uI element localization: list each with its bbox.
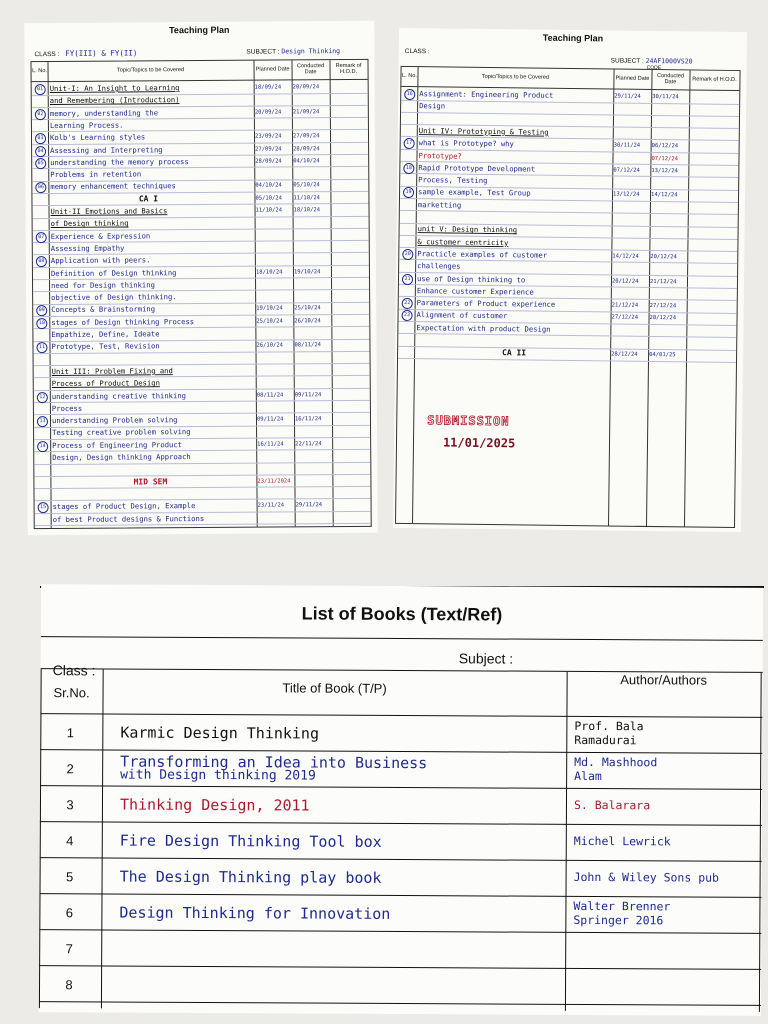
books-title: List of Books (Text/Ref) (301, 603, 503, 625)
book-sr-no: 8 (65, 977, 73, 993)
topic-entry: marketting (417, 199, 462, 210)
lecture-number: 23 (401, 310, 412, 321)
col-header-srno: Sr.No. (53, 685, 90, 701)
lecture-number: 04 (35, 146, 46, 157)
column-divider (759, 673, 762, 1012)
topic-entry: stages of Design thinking Process (51, 316, 195, 327)
book-author-line2: Springer 2016 (573, 912, 664, 928)
topic-entry: Empathize, Define, Ideate (51, 329, 160, 340)
planned-date: 04/10/24 (255, 182, 282, 190)
planned-date: 14/12/24 (612, 253, 639, 260)
book-title: Fire Design Thinking Tool box (119, 831, 382, 851)
lecture-number: 06 (35, 182, 46, 193)
planned-date: 07/12/24 (613, 167, 640, 174)
submission-date: 11/01/2025 (442, 435, 516, 451)
book-author: Md. Mashhood (574, 754, 658, 770)
conducted-date: 06/12/24 (651, 143, 679, 150)
topic-entry: Experience & Expression (50, 230, 151, 241)
topic-entry: Assessing and Interpreting (50, 144, 163, 155)
topic-entry: objective of Design thinking. (51, 292, 177, 303)
topic-entry: understanding creative thinking (51, 390, 187, 401)
lecture-number: 07 (36, 232, 47, 243)
row-divider (40, 713, 762, 718)
planned-date: 23/09/24 (254, 133, 282, 140)
topic-entry: Assignment: Engineering Product (419, 89, 554, 100)
topic-entry: Concepts & Brainstorming (51, 304, 156, 315)
class-label: CLASS : (404, 47, 430, 56)
subject-label: Subject : (458, 650, 514, 667)
col-header-remark: Remark of H.O.D. (329, 60, 367, 80)
topic-entry: challenges (417, 261, 461, 271)
planned-date: 27/09/24 (255, 145, 282, 153)
planned-date: 27/12/24 (611, 314, 639, 322)
topic-entry: Alignment of customer (416, 310, 508, 321)
lecture-number: 22 (402, 298, 413, 309)
conducted-date: 21/09/24 (292, 108, 320, 115)
topic-entry: Practicle examples of customer (417, 249, 548, 260)
lecture-number: 10 (36, 318, 47, 329)
conducted-date: 09/11/24 (294, 391, 322, 398)
topic-entry: Rapid Prototype Development (418, 162, 536, 174)
row-divider (39, 965, 761, 970)
topic-entry: Kolb's Learning styles (49, 132, 146, 143)
ruled-line (34, 474, 370, 477)
mid-sem-marker: MID SEM (133, 476, 168, 487)
lecture-number: 01 (35, 84, 46, 95)
lecture-number: 05 (35, 158, 46, 169)
book-sr-no: 2 (66, 761, 74, 777)
col-header-author: Author/Authors (620, 672, 708, 688)
lecture-number: 19 (403, 187, 414, 198)
teaching-plan-page-right (393, 28, 747, 532)
lecture-number: 11 (36, 342, 47, 353)
conducted-date: 04/01/25 (649, 352, 676, 359)
conducted-date: 14/12/24 (651, 192, 678, 199)
col-header-planned: Planned Date (613, 70, 651, 90)
conducted-date: 20/09/24 (292, 84, 320, 91)
topic-entry: Enhance customer Experience (416, 285, 534, 297)
planned-date: 20/12/24 (611, 278, 639, 285)
topic-entry: use of Design thinking to (416, 273, 526, 284)
conducted-date: 20/12/24 (650, 253, 677, 261)
topic-entry: Process of Engineering Product (52, 439, 183, 450)
topic-entry: & customer centricity (417, 236, 509, 247)
topic-entry: Definition of Design thinking (50, 267, 177, 278)
planned-date: 26/10/24 (256, 342, 283, 349)
subject-value: Design Thinking (281, 47, 341, 56)
page-title: Teaching Plan (542, 32, 604, 44)
planned-date: 09/11/24 (256, 416, 284, 423)
planned-date: 29/11/24 (614, 93, 641, 100)
topic-entry: what is Prototype? why (418, 138, 514, 149)
book-sr-no: 1 (66, 725, 74, 741)
class-label: CLASS : (34, 50, 60, 59)
conducted-date: 29/11/24 (295, 502, 323, 509)
conducted-date: 28/09/24 (293, 145, 320, 152)
page-title: Teaching Plan (169, 24, 230, 36)
conducted-date: 25/10/24 (294, 305, 321, 312)
topic-entry: Prototype? (418, 150, 462, 161)
subject-value: 24AF1000VS20 (645, 56, 693, 66)
ca-marker: CA I (138, 193, 159, 204)
row-divider (40, 857, 762, 862)
conducted-date: 26/10/24 (294, 317, 321, 325)
conducted-date: 16/11/24 (294, 416, 322, 423)
planned-date: 11/10/24 (255, 207, 283, 214)
planned-date: 28/09/24 (255, 158, 282, 165)
topic-entry: Expectation with product Design (416, 322, 551, 334)
topic-entry: Problems in retention (50, 169, 142, 180)
class-field (405, 48, 430, 55)
topic-entry: and Remembering (Introduction) (49, 95, 180, 106)
conducted-date: 11/10/24 (293, 194, 320, 202)
conducted-date: 27/09/24 (292, 133, 320, 140)
col-header-title: Title of Book (T/P) (282, 680, 387, 696)
conducted-date: 05/10/24 (293, 182, 320, 189)
lecture-number: 08 (36, 256, 47, 267)
book-title: Thinking Design, 2011 (119, 795, 310, 815)
topic-entry: Testing creative problem solving (52, 427, 191, 438)
topic-entry: Learning Process. (49, 120, 124, 130)
row-divider (40, 785, 762, 790)
conducted-date: 21/12/24 (649, 278, 677, 285)
row-divider (39, 929, 761, 934)
row-divider (39, 1001, 761, 1006)
topic-entry: Unit III: Problem Fixing and (51, 366, 173, 376)
col-header-no: L. No. (31, 62, 47, 82)
book-author: Michel Lewrick (573, 833, 671, 849)
lecture-number: 13 (37, 416, 48, 427)
topic-entry: unit V: Design thinking (417, 224, 518, 235)
lecture-number: 21 (402, 273, 413, 284)
planned-date: 13/12/24 (613, 191, 640, 199)
column-divider (565, 672, 568, 1011)
row-divider (40, 893, 762, 898)
topic-entry: need for Design thinking (51, 280, 155, 290)
col-header-remark: Remark of H.O.D. (689, 70, 739, 91)
class-value: FY(III) & FY(II) (65, 48, 138, 58)
teaching-plan-table (30, 59, 371, 529)
ruled-line (34, 486, 370, 489)
conducted-date: 04/10/24 (293, 157, 320, 165)
topic-entry: Assessing Empathy (50, 243, 125, 253)
book-title-line2: with Design thinking 2019 (120, 767, 316, 784)
lecture-number: 12 (37, 392, 48, 403)
class-label: Class : (52, 662, 96, 679)
topic-entry: stages of Product Design, Example (52, 501, 196, 512)
book-sr-no: 6 (65, 905, 74, 921)
topic-entry: Unit IV: Prototyping & Testing (418, 126, 549, 137)
topic-entry: memory, understanding the (49, 107, 159, 118)
conducted-date: 07/12/24 (651, 155, 679, 162)
conducted-date: 19/10/24 (293, 268, 321, 275)
book-sr-no: 4 (66, 833, 74, 849)
title-divider (41, 636, 763, 641)
book-author-line2: Alam (574, 768, 602, 784)
planned-date: 18/10/24 (255, 268, 283, 276)
book-author: S. Balarara (573, 797, 651, 813)
topic-entry: Design (419, 101, 446, 111)
topic-entry: of best Product designs & Functions (52, 513, 205, 524)
planned-date: 23/11/2024 (257, 477, 291, 485)
col-header-topic: Topic/Topics to be Covered (47, 61, 253, 82)
planned-date: 21/12/24 (611, 302, 639, 309)
conducted-date: 13/12/24 (651, 167, 678, 175)
subject-label: SUBJECT : (246, 48, 280, 56)
planned-date: 16/11/24 (257, 441, 284, 448)
col-header-no: L. No. (401, 67, 417, 87)
book-title: Transforming an Idea into Business (120, 752, 428, 773)
book-author-line2: Ramadurai (574, 732, 637, 748)
lecture-number: 17 (404, 138, 415, 149)
lecture-number: 09 (36, 305, 47, 316)
topic-entry: Unit-II Emotions and Basics (50, 206, 168, 217)
teaching-plan-table (395, 66, 741, 528)
conducted-date: 22/11/24 (295, 440, 322, 448)
book-title: Karmic Design Thinking (120, 723, 320, 743)
code-label: CODE (646, 64, 662, 72)
book-title: Design Thinking for Innovation (119, 903, 391, 923)
planned-date: 20/09/24 (254, 109, 282, 116)
planned-date: 25/10/24 (256, 318, 283, 325)
column-divider (101, 669, 104, 1008)
lecture-number: 14 (37, 441, 48, 452)
lecture-number: 20 (402, 249, 413, 260)
ruled-line (32, 191, 368, 194)
book-sr-no: 3 (66, 797, 74, 813)
topic-entry: understanding Problem solving (51, 415, 178, 426)
lecture-number: 18 (403, 163, 414, 174)
col-header-conducted: Conducted Date (291, 60, 329, 80)
conducted-date: 28/12/24 (649, 315, 677, 322)
topic-entry: of Design thinking (50, 218, 129, 229)
col-header-conducted: Conducted Date (651, 70, 689, 90)
subject-field (246, 47, 340, 56)
book-author: Prof. Bala (574, 718, 644, 734)
col-header-topic: Topic/Topics to be Covered (417, 67, 613, 89)
lecture-number: 15 (38, 502, 49, 513)
teaching-plan-page-left (24, 21, 378, 535)
row-divider (40, 821, 762, 826)
planned-date: 05/10/24 (255, 195, 282, 202)
list-of-books-sheet (39, 584, 763, 1016)
topic-entry: Process, Testing (418, 175, 488, 186)
book-author: John & Wiley Sons pub (573, 869, 720, 885)
topic-entry: Application with peers. (50, 255, 151, 266)
planned-date: 30/11/24 (613, 142, 641, 150)
topic-entry: Unit-I: An Insight to Learning (49, 83, 180, 94)
topic-entry: Design, Design thinking Approach (52, 452, 191, 463)
subject-field (610, 56, 693, 72)
lecture-number: 03 (35, 133, 46, 144)
subject-label: SUBJECT : (610, 57, 644, 65)
topic-entry: sample example, Test Group (418, 187, 531, 198)
submission-stamp: SUBMISSION (427, 413, 510, 429)
book-author: Walter Brenner (573, 898, 671, 914)
class-field (34, 48, 137, 58)
topic-entry: Prototype, Test, Revision (51, 341, 160, 352)
books-table (39, 668, 763, 1012)
planned-date: 19/10/24 (256, 305, 283, 313)
conducted-date: 08/11/24 (294, 342, 321, 349)
planned-date: 18/09/24 (254, 84, 282, 91)
conducted-date: 30/11/24 (652, 93, 679, 101)
lecture-number: 16 (404, 89, 415, 100)
planned-date: 23/11/24 (257, 502, 285, 509)
col-header-planned: Planned Date (253, 60, 291, 80)
book-sr-no: 7 (65, 941, 73, 957)
book-sr-no: 5 (65, 869, 74, 885)
ca-marker: CA II (502, 348, 527, 358)
topic-entry: memory enhancement techniques (50, 181, 176, 192)
planned-date: 28/12/24 (611, 351, 638, 359)
lecture-number: 02 (35, 109, 46, 120)
conducted-date: 18/10/24 (293, 207, 321, 214)
book-title: The Design Thinking play book (119, 867, 382, 887)
planned-date: 08/11/24 (256, 391, 284, 399)
topic-entry: Parameters of Product experience (416, 298, 556, 309)
topic-entry: understanding the memory process (50, 156, 189, 167)
conducted-date: 27/12/24 (649, 303, 677, 310)
topic-entry: Process (51, 403, 83, 413)
topic-entry: Process of Product Design (51, 378, 160, 389)
